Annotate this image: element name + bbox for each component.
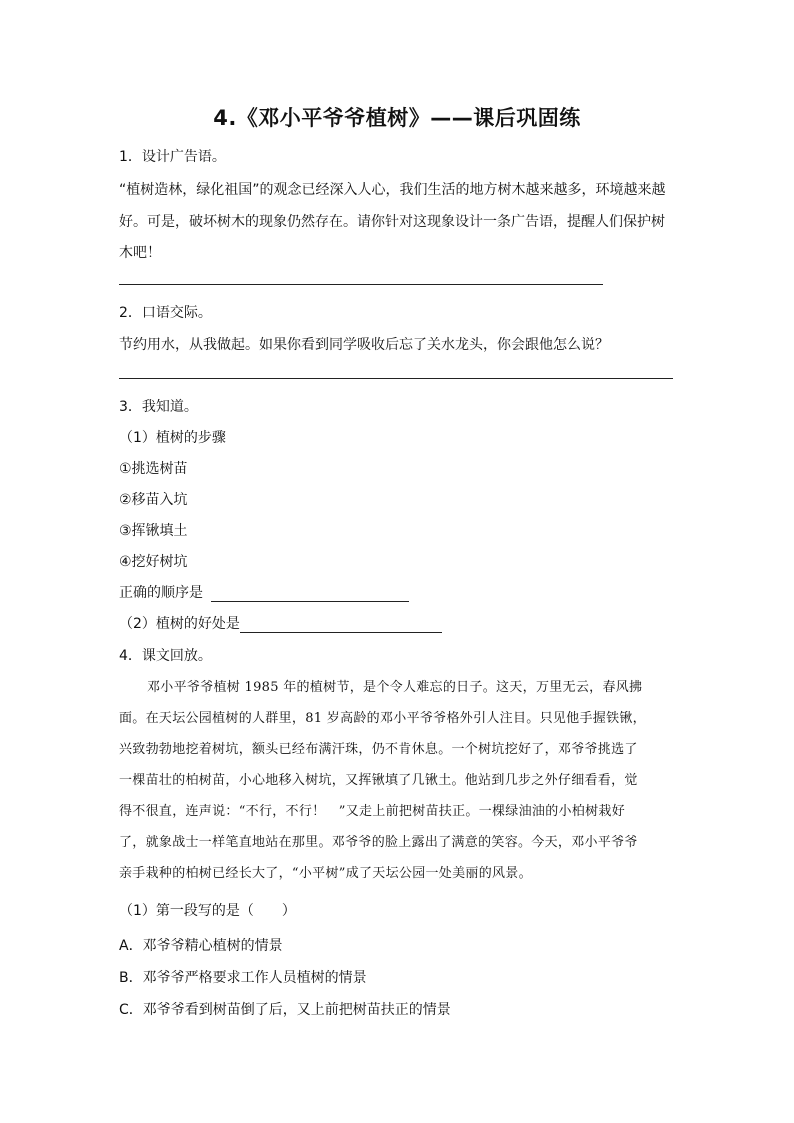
- q4-option-b[interactable]: B．邓爷爷严格要求工作人员植树的情景: [119, 970, 367, 986]
- q2-text: 节约用水，从我做起。如果你看到同学吸收后忘了关水龙头，你会跟他怎么说？: [119, 337, 609, 353]
- q3-sub2-answer-line[interactable]: [240, 618, 442, 633]
- q4-passage-line-7: 亲手栽种的柏树已经长大了，“小平树”成了天坛公园一处美丽的风景。: [119, 866, 532, 881]
- q3-step-4: ④挖好树坑: [119, 554, 188, 570]
- q3-order-answer-line[interactable]: [211, 587, 409, 602]
- q3-heading: 3．我知道。: [119, 399, 198, 415]
- q1-text-line-2: 好。可是，破坏树木的现象仍然存在。请你针对这现象设计一条广告语，提醒人们保护树: [119, 214, 665, 230]
- q4-passage-line-4: 一棵苗壮的柏树苗，小心地移入树坑，又挥锹填了几锹土。他站到几步之外仔细看看，觉: [119, 773, 638, 788]
- q3-sub1: （1）植树的步骤: [119, 430, 226, 446]
- q1-answer-line[interactable]: [119, 284, 603, 285]
- q4-passage-line-1: 邓小平爷爷植树 1985 年的植树节，是个令人难忘的日子。这天，万里无云，春风拂: [147, 680, 643, 695]
- q2-heading: 2．口语交际。: [119, 305, 212, 321]
- q1-text-line-3: 木吧！: [119, 245, 161, 261]
- q3-order-label: 正确的顺序是: [119, 585, 203, 601]
- q3-step-3: ③挥锹填土: [119, 523, 188, 539]
- q4-option-c[interactable]: C．邓爷爷看到树苗倒了后，又上前把树苗扶正的情景: [119, 1002, 451, 1018]
- q1-heading: 1．设计广告语。: [119, 149, 226, 165]
- q4-passage-line-3: 兴致勃勃地挖着树坑，额头已经布满汗珠，仍不肯休息。一个树坑挖好了，邓爷爷挑选了: [119, 742, 638, 757]
- q4-passage-line-2: 面。在天坛公园植树的人群里，81 岁高龄的邓小平爷爷格外引人注目。只见他手握铁锹，: [119, 711, 646, 726]
- q4-sub1: （1）第一段写的是（ ）: [119, 903, 296, 919]
- q4-passage-line-6: 了，就象战士一样笔直地站在那里。邓爷爷的脸上露出了满意的笑容。今天，邓小平爷爷: [119, 835, 638, 850]
- q2-answer-line[interactable]: [119, 378, 673, 379]
- q3-step-1: ①挑选树苗: [119, 461, 188, 477]
- page-title: 4.《邓小平爷爷植树》——课后巩固练: [213, 106, 581, 130]
- q4-heading: 4．课文回放。: [119, 648, 212, 664]
- q3-step-2: ②移苗入坑: [119, 492, 188, 508]
- q3-sub2-row: [119, 613, 442, 633]
- q4-passage-line-5: 得不很直，连声说：“不行，不行！ ”又走上前把树苗扶正。一棵绿油油的小柏树栽好: [119, 804, 625, 819]
- q4-option-a[interactable]: A．邓爷爷精心植树的情景: [119, 938, 283, 954]
- q3-order-row: [119, 582, 409, 602]
- q3-sub2-label: （2）植树的好处是: [119, 616, 240, 632]
- q1-text-line-1: “植树造林，绿化祖国”的观念已经深入人心，我们生活的地方树木越来越多，环境越来越: [119, 182, 666, 198]
